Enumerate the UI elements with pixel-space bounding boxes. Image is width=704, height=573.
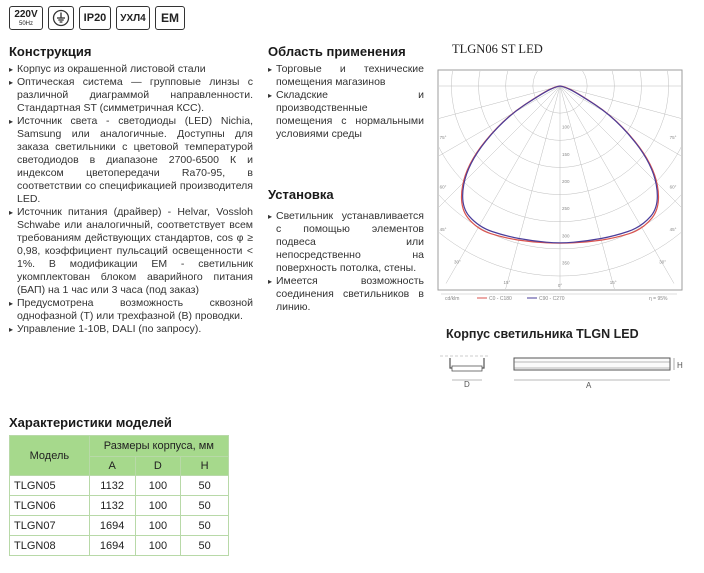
cell-d: 100	[135, 496, 181, 516]
list-item: ▸ Оптическая система — групповые линзы с различной диаграммой направленности. Стандартная ST (симметричная КСС).	[9, 76, 253, 115]
col-h-header: H	[181, 457, 229, 476]
angle-tick-label: 30°	[659, 259, 667, 265]
cell-d: 100	[135, 476, 181, 496]
cell-h: 50	[181, 516, 229, 536]
list-item: ▸ Складские и производственные помещения с нормальными условиями среды	[268, 89, 424, 141]
chart-efficiency: η = 95%	[649, 296, 668, 302]
application-list	[268, 63, 424, 141]
construction-list	[9, 63, 253, 336]
voltage-label: 220V	[14, 8, 38, 20]
radial-tick-label: 150	[562, 151, 570, 157]
chart-title: TLGN06 ST LED	[452, 42, 543, 56]
cell-a: 1694	[89, 516, 135, 536]
cell-model: TLGN06	[10, 496, 90, 516]
list-item: ▸ Корпус из окрашенной листовой стали	[9, 63, 253, 76]
voltage-badge	[9, 6, 43, 30]
list-item: ▸ Светильник устанавливается с помощью элементов подвеса или непосредственно на поверхность потолка, стены.	[268, 210, 424, 275]
cell-model: TLGN07	[10, 516, 90, 536]
angle-tick-label: 15°	[609, 280, 617, 286]
list-item: ▸ Управление 1-10В, DALI (по запросу).	[9, 323, 253, 336]
ip-rating-badge: IP20	[79, 6, 111, 30]
list-item: ▸ Предусмотрена возможность сквозной однофазной (Т) или трехфазной (В) проводки.	[9, 297, 253, 323]
certification-badges	[9, 6, 185, 30]
dimension-d-label: D	[464, 380, 470, 389]
radial-tick-label: 300	[562, 233, 570, 239]
installation-list	[268, 210, 424, 314]
models-table	[9, 435, 229, 556]
size-header: Размеры корпуса, мм	[89, 436, 228, 457]
drawing-title: Корпус светильника TLGN LED	[446, 327, 639, 341]
table-row	[10, 496, 229, 516]
angle-tick-label: 60°	[439, 184, 447, 190]
polar-light-distribution-chart	[437, 64, 687, 304]
col-d-header: D	[135, 457, 181, 476]
cell-model: TLGN05	[10, 476, 90, 496]
application-title: Область применения	[268, 44, 406, 59]
table-row	[10, 476, 229, 496]
cell-a: 1132	[89, 496, 135, 516]
cell-a: 1132	[89, 476, 135, 496]
list-item: ▸ Имеется возможность соединения светильников в линию.	[268, 275, 424, 314]
list-item: ▸ Источник света - светодиоды (LED) Nichia, Samsung или аналогичные. Доступны для заказа светильники с цветовой температурой светодиодов в диапазоне 2700-6500 К и индексом цветопередачи Ra70-95, в соответствии со спецификацией производителя LED.	[9, 115, 253, 206]
cell-h: 50	[181, 496, 229, 516]
table-title: Характеристики моделей	[9, 415, 172, 430]
angle-tick-label: 75°	[439, 135, 447, 141]
climate-badge: УХЛ4	[116, 6, 150, 30]
list-item: ▸ Источник питания (драйвер) - Helvar, Vossloh Schwabe или аналогичный, соответствует всем требованиям действующих стандартов, cos φ ≥ 0,98, коэффициент пульсаций освещенности < 1%. В модификации EM - светильник укомплектован блоком аварийного питания (БАП) на 1 час или 3 часа (под заказ)	[9, 206, 253, 297]
radial-tick-label: 200	[562, 179, 570, 184]
housing-drawing	[440, 348, 690, 398]
angle-tick-label: 45°	[439, 227, 447, 233]
cell-d: 100	[135, 516, 181, 536]
cell-d: 100	[135, 536, 181, 556]
cell-h: 50	[181, 536, 229, 556]
table-row	[10, 536, 229, 556]
table-row	[10, 516, 229, 536]
chart-footer-unit: cd/klm	[445, 296, 460, 302]
angle-tick-label: 60°	[669, 184, 677, 190]
installation-title: Установка	[268, 187, 334, 202]
angle-tick-label: 45°	[669, 227, 677, 233]
angle-tick-label: 15°	[503, 280, 511, 286]
cell-a: 1694	[89, 536, 135, 556]
angle-tick-label: 0°	[557, 283, 563, 288]
model-header: Модель	[10, 436, 90, 476]
col-a-header: A	[89, 457, 135, 476]
angle-tick-label: 30°	[453, 259, 461, 265]
radial-tick-label: 100	[562, 124, 570, 130]
radial-tick-label: 350	[562, 260, 570, 266]
ground-icon	[48, 6, 74, 30]
emergency-badge: EM	[155, 6, 185, 30]
list-item: ▸ Торговые и технические помещения магазинов	[268, 63, 424, 89]
radial-tick-label: 250	[562, 206, 570, 212]
legend-c90: C90 - C270	[539, 296, 565, 302]
dimension-h-label: H	[677, 361, 683, 370]
angle-tick-label: 75°	[669, 135, 677, 141]
construction-title: Конструкция	[9, 44, 92, 59]
legend-c0: C0 - C180	[489, 296, 512, 302]
cell-model: TLGN08	[10, 536, 90, 556]
cell-h: 50	[181, 476, 229, 496]
dimension-a-label: A	[586, 381, 592, 390]
frequency-label: 50Hz	[18, 20, 33, 27]
